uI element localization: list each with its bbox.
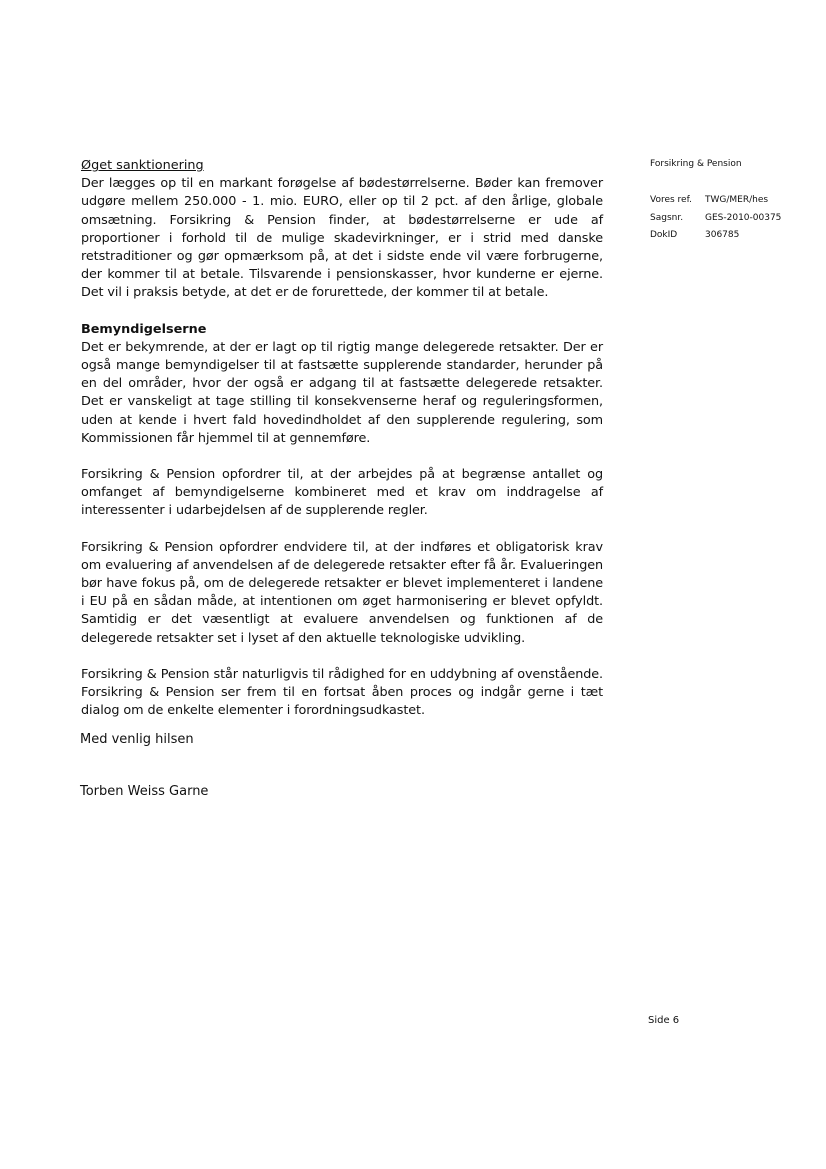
- ref-value: TWG/MER/hes: [705, 195, 769, 205]
- reference-sidebar: [650, 158, 781, 247]
- ref-label: Vores ref.: [650, 195, 692, 205]
- ref-label: DokID: [650, 230, 678, 240]
- sender-org: Forsikring & Pension: [650, 159, 742, 169]
- limit-paragraph: Forsikring & Pension opfordrer til, at der arbejdes på at begrænse antallet og omfanget af bemyndigelserne kombineret med et krav om inddragelse af interessenter i udarbejdelsen af de supplerende regler.: [81, 467, 603, 519]
- page-number: Side 6: [648, 1015, 680, 1026]
- authority-paragraph: Det er bekymrende, at der er lagt op til rigtig mange delegerede retsakter. Der er også mange bemyndigelser til at fastsætte supplerende standarder, herunder på en del områder, hvor der også er adgang til at fastsætte delegerede retsakter. Det er vanskeligt at tage stilling til konsekvenserne heraf og reguleringsformen, uden at kende i hvert fald hovedindholdet af den supplerende regulering, som Kommissionen får hjemmel til at gennemføre.: [81, 339, 603, 446]
- letter-body: [81, 157, 603, 738]
- section-closing: [81, 666, 603, 721]
- ref-row-our-ref: [650, 194, 781, 212]
- section-sanctions: [81, 157, 603, 303]
- sanction-paragraph: Der lægges op til en markant forøgelse af bødestørrelserne. Bøder kan fremover udgøre mellem 250.000 - 1. mio. EURO, eller op til 2 pct. af den årlige, globale omsætning. Forsikring & Pension finder, at bødestørrelserne er ude af proportioner i forhold til de mulige skadevirkninger, er i strid med danske retstraditioner og gør opmærksom på, at det i sidste ende vil være forbrugerne, der kommer til at betale. Tilsvarende i pensionskasser, hvor kunderne er ejerne. Det vil i praksis betyde, at det er de forurettede, der kommer til at betale.: [81, 176, 603, 301]
- ref-value: GES-2010-00375: [705, 212, 782, 223]
- sanction-heading: Øget sanktionering: [81, 158, 204, 173]
- ref-row-case-no: [650, 212, 781, 230]
- section-evaluation: [81, 539, 603, 648]
- evaluation-paragraph: Forsikring & Pension opfordrer endvidere til, at der indføres et obligatorisk krav om evaluering af anvendelsen af de delegerede retsakter efter få år. Evalueringen bør have fokus på, om de delegerede retsakter er blevet implementeret i landene i EU på en sådan måde, at intentionen om øget harmonisering er blevet opfyldt. Samtidig er det væsentligt at evaluere anvendelsen og funktionen af de delegerede retsakter set i lyset af den aktuelle teknologiske udvikling.: [81, 539, 603, 646]
- signer-name: Torben Weiss Garne: [80, 784, 209, 799]
- ref-row-doc-id: [650, 229, 781, 247]
- section-authority: [81, 321, 603, 448]
- ref-label: Sagsnr.: [650, 212, 684, 223]
- ref-value: 306785: [705, 230, 740, 240]
- closing-paragraph: Forsikring & Pension står naturligvis til rådighed for en uddybning af ovenstående. Forsikring & Pension ser frem til en fortsat åben proces og indgår gerne i tæt dialog om de enkelte elementer i forordningsudkastet.: [81, 666, 603, 719]
- salutation: Med venlig hilsen: [80, 732, 194, 747]
- authority-heading: Bemyndigelserne: [81, 321, 207, 337]
- section-limit: [81, 466, 603, 521]
